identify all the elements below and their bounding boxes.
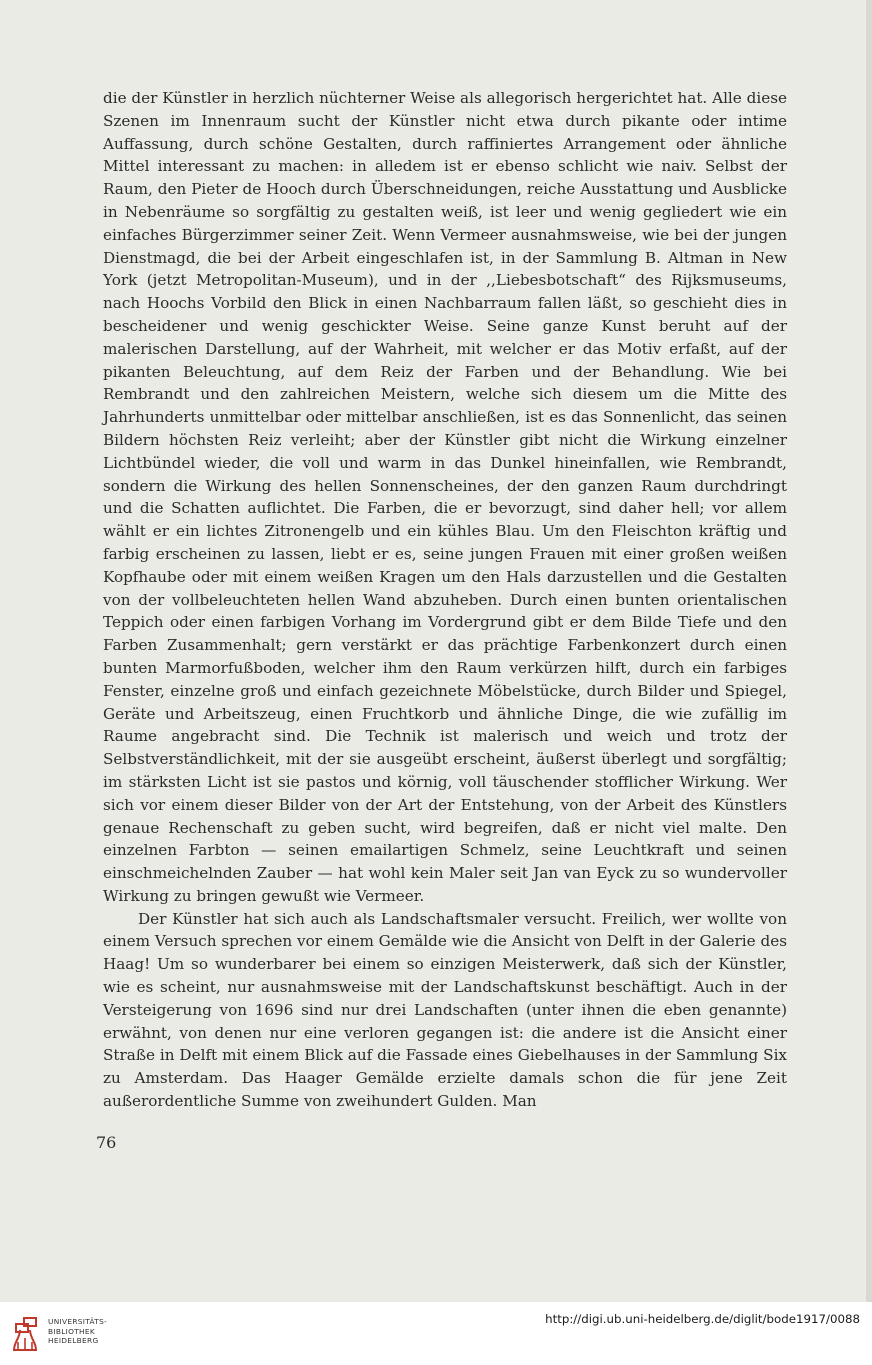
viewer-footer: [0, 1302, 872, 1365]
paragraph-1: die der Künstler in herzlich nüchterner Weise als allegorisch hergerichtet hat. Alle diese Szenen im Innenraum sucht der Künstler nicht etwa durch pikante oder intime Auffassung, durch schöne Gestalten, durch raffiniertes Arrangement oder ähnliche Mittel interessant zu machen: in alledem ist er ebenso schlicht wie naiv. Selbst der Raum, den Pieter de Hooch durch Überschneidungen, reiche Ausstattung und Ausblicke in Nebenräume so sorgfältig zu gestalten weiß, ist leer und wenig gegliedert wie ein einfaches Bürgerzimmer seiner Zeit. Wenn Vermeer ausnahmsweise, wie bei der jungen Dienstmagd, die bei der Arbeit eingeschlafen ist, in der Sammlung B. Altman in New York (jetzt Metropolitan-Museum), und in der ,,Liebesbotschaft“ des Rijksmuseums, nach Hoochs Vorbild den Blick in einen Nachbarraum fallen läßt, so geschieht dies in bescheidener und wenig geschickter Weise. Seine ganze Kunst beruht auf der malerischen Darstellung, auf der Wahrheit, mit welcher er das Motiv erfaßt, auf der pikanten Beleuchtung, auf dem Reiz der Farben und der Behandlung. Wie bei Rembrandt und den zahlreichen Meistern, welche sich diesem um die Mitte des Jahrhunderts unmittelbar oder mittelbar anschließen, ist es das Sonnenlicht, das seinen Bildern höchsten Reiz verleiht; aber der Künstler gibt nicht die Wirkung einzelner Lichtbündel wieder, die voll und warm in das Dunkel hineinfallen, wie Rembrandt, sondern die Wirkung des hellen Sonnenscheines, der den ganzen Raum durchdringt und die Schatten auflichtet. Die Farben, die er bevorzugt, sind daher hell; vor allem wählt er ein lichtes Zitronengelb und ein kühles Blau. Um den Fleischton kräftig und farbig erscheinen zu lassen, liebt er es, seine jungen Frauen mit einer großen weißen Kopfhaube oder mit einem weißen Kragen um den Hals darzustellen und die Gestalten von der vollbeleuchteten hellen Wand abzuheben. Durch einen bunten orientalischen Teppich oder einen farbigen Vorhang im Vordergrund gibt er dem Bilde Tiefe und den Farben Zusammenhalt; gern verstärkt er das prächtige Farbenkonzert durch einen bunten Marmorfußboden, welcher ihm den Raum verkürzen hilft, durch ein farbiges Fenster, einzelne groß und einfach gezeichnete Möbelstücke, durch Bilder und Spiegel, Geräte und Arbeitszeug, einen Fruchtkorb und ähnliche Dinge, die wie zufällig im Raume angebracht sind. Die Technik ist malerisch und weich und trotz der Selbstverständlichkeit, mit der sie ausgeübt erscheint, äußerst überlegt und sorgfältig; im stärksten Licht ist sie pastos und körnig, voll täuschender stofflicher Wirkung. Wer sich vor einem dieser Bilder von der Art der Entstehung, von der Arbeit des Künstlers genaue Rechenschaft zu geben sucht, wird begreifen, daß er nicht viel malte. Den einzelnen Farbton — seinen emailartigen Schmelz, seine Leuchtkraft und seinen einschmeichelnden Zauber — hat wohl kein Maler seit Jan van Eyck zu so wundervoller Wirkung zu bringen gewußt wie Vermeer.: [103, 89, 787, 905]
library-logo-icon: [10, 1314, 40, 1354]
logo-line-1: UNIVERSITÄTS-: [48, 1317, 108, 1326]
page-edge: [866, 0, 872, 1302]
source-url-link[interactable]: http://digi.ub.uni-heidelberg.de/diglit/bode1917/0088: [545, 1312, 860, 1326]
page-number: 76: [96, 1133, 117, 1152]
logo-line-2: BIBLIOTHEK: [48, 1326, 96, 1336]
paragraph-2: Der Künstler hat sich auch als Landschaftsmaler versucht. Freilich, wer wollte von einem Versuch sprechen vor einem Gemälde wie die Ansicht von Delft in der Galerie des Haag! Um so wunderbarer bei einem so einzigen Meisterwerk, daß sich der Künstler, wie es scheint, nur ausnahmsweise mit der Landschaftskunst beschäftigt. Auch in der Versteigerung von 1696 sind nur drei Landschaften (unter ihnen die eben genannte) erwähnt, von denen nur eine verloren gegangen ist: die andere ist die Ansicht einer Straße in Delft mit einem Blick auf die Fassade eines Giebelhauses in der Sammlung Six zu Amsterdam. Das Haager Gemälde erzielte damals schon die für jene Zeit außerordentliche Summe von zweihundert Gulden. Man: [103, 909, 787, 1111]
logo-line-3: HEIDELBERG: [48, 1336, 99, 1346]
library-logo-text: [48, 1317, 107, 1346]
body-text: [103, 87, 787, 1113]
library-logo[interactable]: [10, 1314, 120, 1354]
